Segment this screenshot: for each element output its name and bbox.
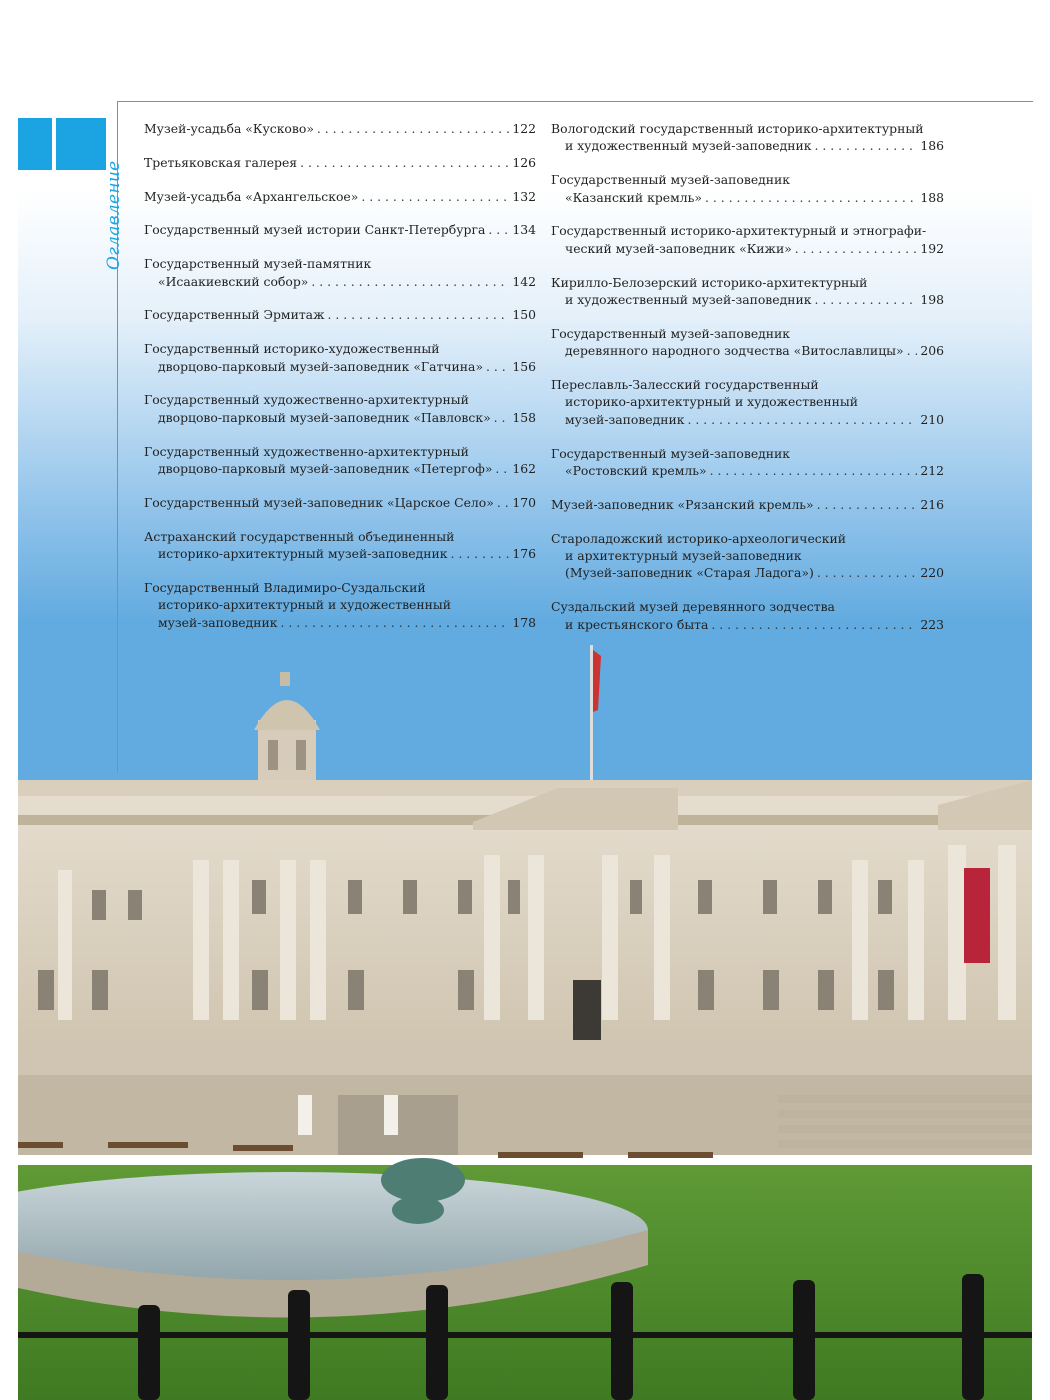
gallery-banner bbox=[964, 868, 990, 963]
dot-leader bbox=[317, 120, 509, 137]
section-tab bbox=[84, 118, 106, 170]
toc-entry-line: Государственный музей-заповедник bbox=[551, 172, 791, 188]
toc-entry-line: Суздальский музей деревянного зодчества bbox=[551, 599, 835, 615]
header-rule bbox=[117, 101, 1033, 102]
dot-leader bbox=[451, 545, 510, 562]
toc-entry[interactable] bbox=[144, 340, 536, 375]
toc-entry-line: Переславль-Залесский государственный bbox=[551, 377, 819, 393]
toc-entry-title: Музей-заповедник «Рязанский кремль» bbox=[551, 496, 814, 512]
toc-entry-title: «Исаакиевский собор» bbox=[158, 273, 309, 289]
toc-entry[interactable] bbox=[144, 443, 536, 478]
toc-page-number: 188 bbox=[920, 189, 944, 205]
dot-leader bbox=[486, 358, 509, 375]
dot-leader bbox=[815, 291, 918, 308]
toc-entry-last-line bbox=[551, 462, 944, 479]
toc-entry-line: Астраханский государственный объединенный bbox=[144, 528, 455, 544]
toc-entry-last-line bbox=[144, 545, 536, 562]
toc-entry-title: Государственный музей истории Санкт-Петербурга bbox=[144, 222, 486, 238]
dot-leader bbox=[281, 614, 510, 631]
toc-entry-title: музей-заповедник bbox=[565, 411, 685, 427]
toc-entry[interactable] bbox=[551, 445, 944, 480]
toc-entry-line: историко-архитектурный и художественный bbox=[565, 394, 859, 410]
toc-entry-title: историко-архитектурный музей-заповедник bbox=[158, 546, 448, 561]
toc-entry-last-line bbox=[551, 616, 944, 633]
toc-entry[interactable] bbox=[551, 120, 944, 155]
dot-leader bbox=[907, 342, 918, 359]
toc-page-number: 192 bbox=[920, 240, 944, 256]
toc-entry-last-line bbox=[144, 358, 536, 375]
toc-entry-last-line bbox=[144, 120, 536, 137]
toc-entry[interactable] bbox=[551, 598, 944, 633]
toc-entry[interactable] bbox=[551, 171, 944, 206]
page-number: 4 bbox=[90, 128, 108, 138]
toc-entry-last-line bbox=[551, 189, 944, 206]
toc-entry-line: Государственный художественно-архитектурный bbox=[144, 392, 469, 408]
toc-entry-last-line bbox=[144, 273, 536, 290]
toc-page-number: 158 bbox=[512, 409, 536, 425]
toc-page-number: 142 bbox=[512, 273, 536, 289]
toc-entry-last-line bbox=[551, 137, 944, 154]
toc-entry[interactable] bbox=[144, 494, 536, 511]
toc-entry-last-line bbox=[144, 154, 536, 171]
toc-page-number: 216 bbox=[920, 496, 944, 512]
toc-entry-title: и крестьянского быта bbox=[565, 616, 709, 632]
toc-entry-last-line bbox=[144, 221, 536, 238]
dot-leader bbox=[495, 460, 509, 477]
toc-page-number: 210 bbox=[920, 411, 944, 427]
toc-page-number: 150 bbox=[512, 307, 536, 323]
toc-entry-last-line bbox=[144, 614, 536, 631]
toc-entry[interactable] bbox=[551, 274, 944, 309]
toc-entry-title: деревянного народного зодчества «Витославлицы» bbox=[565, 343, 904, 359]
toc-entry-last-line bbox=[551, 342, 944, 359]
toc-page-number: 198 bbox=[920, 292, 944, 308]
dot-leader bbox=[795, 240, 918, 257]
toc-right-column bbox=[551, 120, 944, 649]
toc-page-number: 176 bbox=[512, 546, 536, 561]
dot-leader bbox=[705, 189, 917, 206]
toc-entry[interactable] bbox=[551, 496, 944, 513]
toc-entry-last-line bbox=[551, 411, 944, 428]
toc-entry-line: Государственный музей-заповедник bbox=[551, 325, 791, 341]
dot-leader bbox=[311, 273, 509, 290]
toc-entry[interactable] bbox=[144, 221, 536, 238]
toc-page-number: 126 bbox=[512, 154, 536, 170]
toc-entry-line: историко-архитектурный и художественный bbox=[158, 597, 452, 613]
toc-entry-title: ческий музей-заповедник «Кижи» bbox=[565, 240, 792, 256]
dot-leader bbox=[488, 221, 509, 238]
toc-page-number: 134 bbox=[512, 222, 536, 238]
section-title: Оглавление bbox=[104, 160, 124, 270]
toc-entry-title: Музей-усадьба «Кусково» bbox=[144, 121, 314, 136]
toc-page-number: 206 bbox=[920, 343, 944, 359]
toc-page-number: 132 bbox=[512, 188, 536, 204]
dot-leader bbox=[327, 306, 509, 323]
toc-entry[interactable] bbox=[144, 528, 536, 563]
dot-leader bbox=[688, 411, 918, 428]
toc-entry-title: дворцово-парковый музей-заповедник «Петергоф» bbox=[158, 461, 493, 476]
toc-entry-title: Государственный музей-заповедник «Царское Село» bbox=[144, 494, 494, 510]
toc-entry-line: Староладожский историко-археологический bbox=[551, 530, 846, 546]
toc-entry-title: (Музей-заповедник «Старая Ладога») bbox=[565, 565, 814, 581]
toc-entry-last-line bbox=[144, 188, 536, 205]
toc-entry-line: Кирилло-Белозерский историко-архитектурный bbox=[551, 274, 868, 290]
toc-entry-last-line bbox=[144, 494, 536, 511]
toc-entry-last-line bbox=[551, 291, 944, 308]
toc-entry-line: Государственный историко-архитектурный и этнографи- bbox=[551, 223, 927, 239]
toc-page-number: 178 bbox=[512, 614, 536, 630]
toc-entry[interactable] bbox=[551, 530, 944, 582]
toc-entry-last-line bbox=[551, 496, 944, 513]
section-tab bbox=[18, 118, 52, 170]
toc-page-number: 156 bbox=[512, 358, 536, 374]
dot-leader bbox=[815, 137, 918, 154]
dot-leader bbox=[300, 154, 509, 171]
toc-entry-title: Музей-усадьба «Архангельское» bbox=[144, 188, 359, 204]
toc-entry[interactable] bbox=[144, 120, 536, 137]
toc-page-number: 162 bbox=[512, 461, 536, 476]
dot-leader bbox=[497, 494, 510, 511]
toc-page-number: 223 bbox=[920, 616, 944, 632]
dot-leader bbox=[817, 564, 918, 581]
dot-leader bbox=[361, 188, 509, 205]
toc-entry-title: дворцово-парковый музей-заповедник «Павловск» bbox=[158, 409, 491, 425]
toc-entry-line: Государственный художественно-архитектурный bbox=[144, 443, 469, 459]
toc-entry-title: и художественный музей-заповедник bbox=[565, 292, 812, 308]
toc-left-column bbox=[144, 120, 536, 647]
toc-entry-title: «Ростовский кремль» bbox=[565, 463, 707, 479]
toc-entry-last-line bbox=[144, 460, 536, 477]
dot-leader bbox=[494, 409, 510, 426]
toc-entry[interactable] bbox=[551, 325, 944, 360]
toc-entry[interactable] bbox=[551, 376, 944, 428]
toc-entry-title: Третьяковская галерея bbox=[144, 154, 298, 170]
toc-page-number: 212 bbox=[920, 463, 944, 479]
toc-entry-title: дворцово-парковый музей-заповедник «Гатчина» bbox=[158, 358, 484, 374]
toc-entry-title: Государственный Эрмитаж bbox=[144, 307, 325, 323]
toc-entry-line: Государственный музей-заповедник bbox=[551, 445, 791, 461]
toc-entry-last-line bbox=[551, 564, 944, 581]
toc-entry[interactable] bbox=[144, 188, 536, 205]
toc-entry[interactable] bbox=[551, 222, 944, 257]
toc-entry-title: музей-заповедник bbox=[158, 614, 278, 630]
toc-page-number: 170 bbox=[512, 494, 536, 510]
toc-entry-line: Государственный историко-художественный bbox=[144, 341, 440, 357]
toc-entry-line: Государственный музей-памятник bbox=[144, 256, 372, 272]
toc-page-number: 220 bbox=[920, 565, 944, 581]
toc-entry-last-line bbox=[144, 306, 536, 323]
dot-leader bbox=[817, 496, 918, 513]
toc-entry-line: Вологодский государственный историко-архитектурный bbox=[551, 121, 924, 136]
toc-entry-last-line bbox=[144, 409, 536, 426]
dot-leader bbox=[711, 616, 917, 633]
toc-entry[interactable] bbox=[144, 154, 536, 171]
toc-entry[interactable] bbox=[144, 255, 536, 290]
toc-entry[interactable] bbox=[144, 306, 536, 323]
toc-entry[interactable] bbox=[144, 579, 536, 631]
toc-entry[interactable] bbox=[144, 391, 536, 426]
toc-page-number: 186 bbox=[920, 138, 944, 154]
toc-entry-line: и архитектурный музей-заповедник bbox=[565, 548, 802, 564]
toc-page-number: 122 bbox=[512, 121, 536, 136]
toc-entry-line: Государственный Владимиро-Суздальский bbox=[144, 579, 426, 595]
dot-leader bbox=[710, 462, 918, 479]
toc-entry-title: «Казанский кремль» bbox=[565, 189, 702, 205]
toc-entry-title: и художественный музей-заповедник bbox=[565, 138, 812, 154]
toc-entry-last-line bbox=[551, 240, 944, 257]
